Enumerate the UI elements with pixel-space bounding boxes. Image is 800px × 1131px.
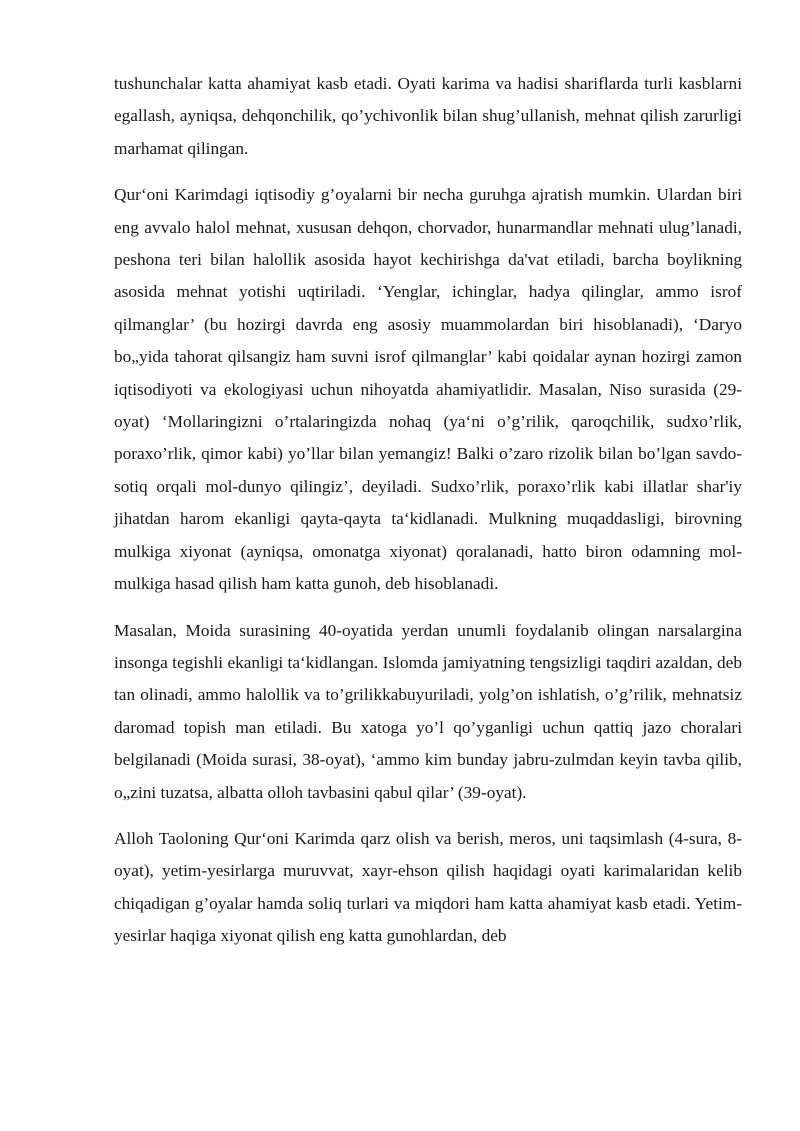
paragraph-2: Qur‘oni Karimdagi iqtisodiy g’oyalarni bir necha guruhga ajratish mumkin. Ulardan biri eng avvalo halol mehnat, xususan dehqon, chorvador, hunarmandlar mehnati ulug’lanadi, peshona teri bilan halollik asosida hayot kechirishga da'vat etiladi, barcha boylikning asosida mehnat yotishi uqtiriladi. ‘Yenglar, ichinglar, hadya qilinglar, ammo isrof qilmanglar’ (bu hozirgi davrda eng asosiy muammolardan biri hisoblanadi), ‘Daryo bo„yida tahorat qilsangiz ham suvni isrof qilmanglar’ kabi qoidalar aynan hozirgi zamon iqtisodiyoti va ekologiyasi uchun nihoyatda ahamiyatlidir. Masalan, Niso surasida (29-oyat) ‘Mollaringizni o’rtalaringizda nohaq (ya‘ni o’g’rilik, qaroqchilik, sudxo’rlik, poraxo’rlik, qimor kabi) yo’llar bilan yemangiz! Balki o’zaro rizolik bilan bo’lgan savdo-sotiq orqali mol-dunyo qilingiz’, deyiladi. Sudxo’rlik, poraxo’rlik kabi illatlar shar'iy jihatdan harom ekanligi qayta-qayta ta‘kidlanadi. Mulkning muqaddasligi, birovning mulkiga xiyonat (ayniqsa, omonatga xiyonat) qoralanadi, hatto biron odamning mol-mulkiga hasad qilish ham katta gunoh, deb hisoblanadi. xyxy=(114,185,742,594)
paragraph-3: Masalan, Moida surasining 40-oyatida yerdan unumli foydalanib olingan narsalargina insonga tegishli ekanligi ta‘kidlangan. Islomda jamiyatning tengsizligi taqdiri azaldan, deb tan olinadi, ammo halollik va to’grilikkabuyuriladi, yolg’on ishlatish, o’g’rilik, mehnatsiz daromad topish man etiladi. Bu xatoga yo’l qo’yganligi uchun qattiq jazo choralari belgilanadi (Moida surasi, 38-oyat), ‘ammo kim bunday jabru-zulmdan keyin tavba qilib, o„zini tuzatsa, albatta olloh tavbasini qabul qilar’ (39-oyat). xyxy=(114,620,742,802)
paragraph-4: Alloh Taoloning Qur‘oni Karimda qarz olish va berish, meros, uni taqsimlash (4-sura, 8-oyat), yetim-yesirlarga muruvvat, xayr-ehson qilish haqidagi oyati karimalaridan kelib chiqadigan g’oyalar hamda soliq turlari va miqdori ham katta ahamiyat kasb etadi. Yetim-yesirlar haqiga xiyonat qilish eng katta gunohlardan, deb xyxy=(114,828,742,946)
document-body xyxy=(114,68,742,967)
paragraph-1: tushunchalar katta ahamiyat kasb etadi. Oyati karima va hadisi shariflarda turli kasblarni egallash, ayniqsa, dehqonchilik, qo’ychivonlik bilan shug’ullanish, mehnat qilish zarurligi marhamat qilingan. xyxy=(114,74,742,158)
